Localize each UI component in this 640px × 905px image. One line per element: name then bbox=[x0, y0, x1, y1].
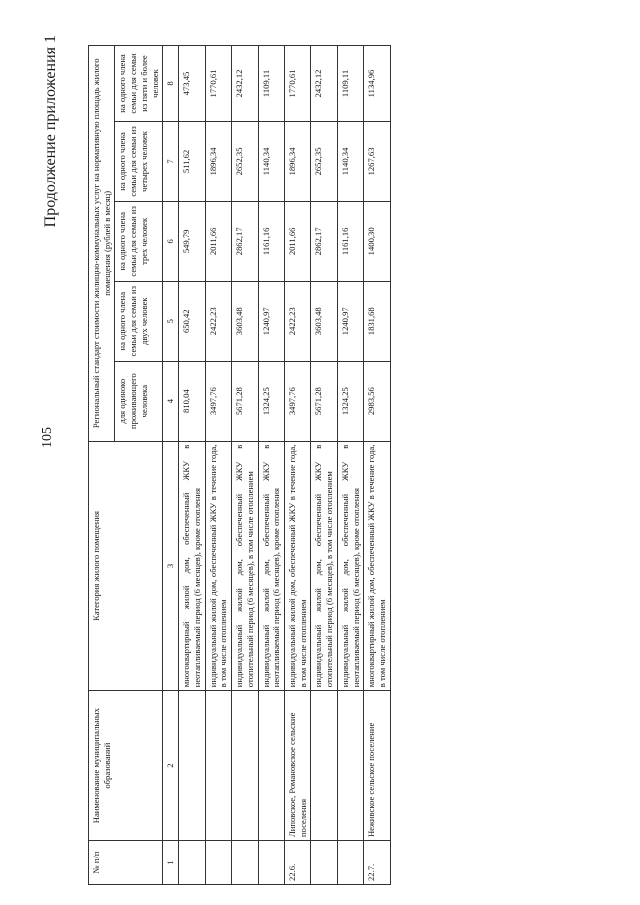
index-cell: 8 bbox=[163, 46, 179, 122]
value-cell: 5671,28 bbox=[311, 361, 337, 441]
header-col-3: на одного члена семьи для семьи из трех человек bbox=[115, 201, 163, 281]
value-cell: 2652,35 bbox=[311, 121, 337, 201]
value-cell: 1240,97 bbox=[258, 281, 284, 361]
index-cell: 6 bbox=[163, 201, 179, 281]
value-cell: 650,42 bbox=[179, 281, 205, 361]
value-cell: 3603,48 bbox=[311, 281, 337, 361]
row-name: Липовское, Романовское сельские поселения bbox=[285, 691, 311, 841]
row-category: индивидуальный жилой дом, обеспеченный ЖКУ в отопительный период (6 месяцев), в том числе отоплением bbox=[311, 441, 337, 691]
value-cell: 2011,66 bbox=[205, 201, 231, 281]
page-number: 105 bbox=[40, 427, 55, 448]
value-cell: 5671,28 bbox=[232, 361, 258, 441]
value-cell: 1109,11 bbox=[337, 46, 363, 122]
value-cell: 2422,23 bbox=[205, 281, 231, 361]
value-cell: 1267,63 bbox=[364, 121, 390, 201]
row-name bbox=[179, 691, 205, 841]
value-cell: 2422,23 bbox=[285, 281, 311, 361]
header-col-1: для одиноко проживающего человека bbox=[115, 361, 163, 441]
value-cell: 549,79 bbox=[179, 201, 205, 281]
header-col-2: на одного члена семьи для семьи из двух человек bbox=[115, 281, 163, 361]
index-cell: 2 bbox=[163, 691, 179, 841]
rotated-sheet bbox=[30, 35, 620, 895]
row-category: индивидуальный жилой дом, обеспеченный ЖКУ в неотапливаемый период (6 месяцев), кроме отопления bbox=[337, 441, 363, 691]
value-cell: 1770,61 bbox=[205, 46, 231, 122]
header-col-4: на одного члена семьи для семьи из четырех человек bbox=[115, 121, 163, 201]
value-cell: 1161,16 bbox=[337, 201, 363, 281]
appendix-title: Продолжение приложения 1 bbox=[42, 35, 59, 228]
row-num bbox=[311, 841, 337, 885]
value-cell: 2983,56 bbox=[364, 361, 390, 441]
row-category: индивидуальный жилой дом, обеспеченный ЖКУ в неотапливаемый период (6 месяцев), кроме отопления bbox=[258, 441, 284, 691]
value-cell: 1896,34 bbox=[205, 121, 231, 201]
value-cell: 1400,30 bbox=[364, 201, 390, 281]
index-cell: 3 bbox=[163, 441, 179, 691]
row-name bbox=[232, 691, 258, 841]
row-num: 22.7. bbox=[364, 841, 390, 885]
value-cell: 473,45 bbox=[179, 46, 205, 122]
value-cell: 1324,25 bbox=[258, 361, 284, 441]
row-num bbox=[258, 841, 284, 885]
row-num bbox=[232, 841, 258, 885]
value-cell: 1324,25 bbox=[337, 361, 363, 441]
index-cell: 7 bbox=[163, 121, 179, 201]
row-category: многоквартирный жилой дом, обеспеченный ЖКУ в течение года, в том числе отоплением bbox=[364, 441, 390, 691]
header-standard-group: Региональный стандарт стоимости жилищно-коммунальных услуг на нормативную площадь жилого помещения (рублей в месяц) bbox=[89, 46, 115, 442]
value-cell: 511,62 bbox=[179, 121, 205, 201]
row-name bbox=[337, 691, 363, 841]
value-cell: 2011,66 bbox=[285, 201, 311, 281]
table-row bbox=[205, 46, 231, 885]
row-name bbox=[258, 691, 284, 841]
value-cell: 2862,17 bbox=[311, 201, 337, 281]
row-category: индивидуальный жилой дом, обеспеченный ЖКУ в отопительный период (6 месяцев), в том числе отоплением bbox=[232, 441, 258, 691]
row-num bbox=[179, 841, 205, 885]
value-cell: 1896,34 bbox=[285, 121, 311, 201]
value-cell: 3603,48 bbox=[232, 281, 258, 361]
row-category: индивидуальный жилой дом, обеспеченный ЖКУ в течение года, в том числе отоплением bbox=[285, 441, 311, 691]
value-cell: 3497,76 bbox=[285, 361, 311, 441]
table-row bbox=[258, 46, 284, 885]
value-cell: 3497,76 bbox=[205, 361, 231, 441]
value-cell: 1140,34 bbox=[258, 121, 284, 201]
row-num bbox=[337, 841, 363, 885]
standards-table bbox=[88, 45, 391, 885]
value-cell: 1140,34 bbox=[337, 121, 363, 201]
table-row bbox=[179, 46, 205, 885]
index-cell: 1 bbox=[163, 841, 179, 885]
value-cell: 1240,97 bbox=[337, 281, 363, 361]
index-cell: 5 bbox=[163, 281, 179, 361]
header-name: Наименование муниципальных образований bbox=[89, 691, 163, 841]
index-cell: 4 bbox=[163, 361, 179, 441]
value-cell: 2432,12 bbox=[311, 46, 337, 122]
value-cell: 2862,17 bbox=[232, 201, 258, 281]
header-col-5: на одного члена семьи для семьи из пяти и более человек bbox=[115, 46, 163, 122]
header-category: Категория жилого помещения bbox=[89, 441, 163, 691]
header-num: № п/п bbox=[89, 841, 163, 885]
value-cell: 2432,12 bbox=[232, 46, 258, 122]
row-name bbox=[205, 691, 231, 841]
table-row bbox=[364, 46, 390, 885]
row-num bbox=[205, 841, 231, 885]
column-index-row bbox=[163, 46, 179, 885]
table-row bbox=[232, 46, 258, 885]
table-row bbox=[311, 46, 337, 885]
value-cell: 810,04 bbox=[179, 361, 205, 441]
value-cell: 1831,68 bbox=[364, 281, 390, 361]
row-category: многоквартирный жилой дом, обеспеченный ЖКУ в неотапливаемый период (6 месяцев), кроме отопления bbox=[179, 441, 205, 691]
value-cell: 1109,11 bbox=[258, 46, 284, 122]
row-num: 22.6. bbox=[285, 841, 311, 885]
row-name bbox=[311, 691, 337, 841]
table-row bbox=[337, 46, 363, 885]
value-cell: 2652,35 bbox=[232, 121, 258, 201]
table-row bbox=[285, 46, 311, 885]
row-category: индивидуальный жилой дом, обеспеченный ЖКУ в течение года, в том числе отоплением bbox=[205, 441, 231, 691]
value-cell: 1134,96 bbox=[364, 46, 390, 122]
row-name: Неживское сельское поселение bbox=[364, 691, 390, 841]
value-cell: 1161,16 bbox=[258, 201, 284, 281]
value-cell: 1770,61 bbox=[285, 46, 311, 122]
